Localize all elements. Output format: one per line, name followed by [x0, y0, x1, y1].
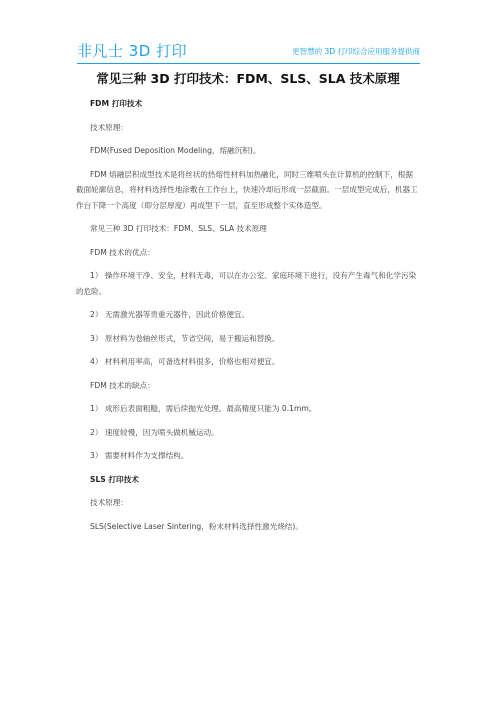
document-body — [76, 96, 419, 542]
paragraph: 技术原理： — [90, 122, 128, 132]
paragraph: FDM 技术的优点： — [90, 247, 155, 257]
list-item: 2） 无需激光器等贵重元器件，因此价格便宜。 — [90, 310, 250, 319]
paragraph: SLS(Selective Laser Sintering，粉末材料选择性激光烧结)。 — [90, 521, 303, 531]
header-divider — [77, 63, 420, 64]
paragraph: FDM 熔融层积成型技术是将丝状的热熔性材料加热融化，同时三维喷头在计算机的控制下，根据截面轮廓信息，将材料选择性地涂敷在工作台上，快速冷却后形成一层截面。一层成型完成后，机器工作台下降一个高度（即分层厚度）再成型下一层，直至形成整个实体造型。 — [76, 169, 418, 210]
list-item: 3） 需要材料作为支撑结构。 — [90, 451, 189, 460]
section-heading-sls: SLS 打印技术 — [90, 474, 139, 484]
brand-tagline: 更智慧的 3D 打印综合应用服务提供商 — [292, 47, 420, 56]
list-item: 4） 材料利用率高，可备选材料很多，价格也相对便宜。 — [90, 357, 280, 366]
document-title: 常见三种 3D 打印技术：FDM、SLS、SLA 技术原理 — [96, 71, 400, 86]
list-item: 1） 成形后表面粗糙，需后续抛光处理。最高精度只能为 0.1mm。 — [90, 404, 317, 413]
page-header — [0, 0, 496, 64]
list-item: 3） 原材料为卷轴丝形式，节省空间，易于搬运和替换。 — [90, 333, 280, 343]
section-heading-fdm: FDM 打印技术 — [90, 99, 143, 108]
list-item: 2） 速度较慢，因为喷头做机械运动。 — [90, 427, 219, 437]
paragraph: 技术原理： — [90, 498, 128, 507]
paragraph: FDM(Fused Deposition Modeling，熔融沉积)。 — [90, 146, 261, 155]
paragraph: 常见三种 3D 打印技术：FDM、SLS、SLA 技术原理 — [90, 224, 267, 233]
brand-name: 非凡士 3D 打印 — [77, 42, 188, 60]
paragraph: FDM 技术的缺点： — [90, 380, 155, 390]
list-item: 1） 操作环境干净、安全，材料无毒，可以在办公室、家庭环境下进行，没有产生毒气和化学污染的危险。 — [76, 271, 417, 296]
